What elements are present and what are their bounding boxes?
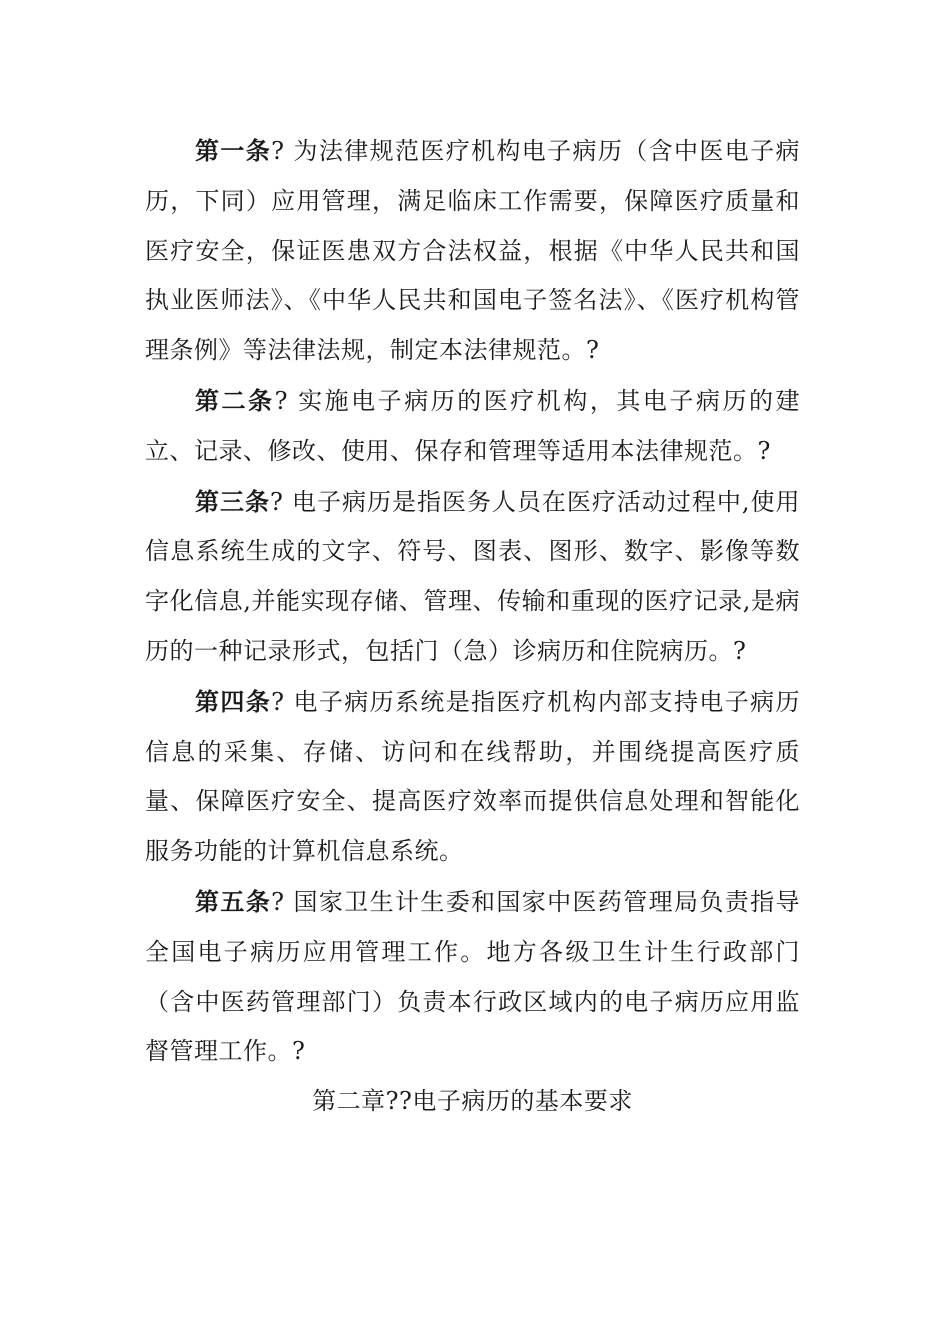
article-4-text: ? 电子病历系统是指医疗机构内部支持电子病历信息的采集、存储、访问和在线帮助，并围绕提高医疗质量、保障医疗安全、提高医疗效率而提供信息处理和智能化服务功能的计算机信息系统。 [145, 687, 800, 866]
document-body [145, 126, 800, 1127]
article-1-label: 第一条 [195, 136, 272, 165]
article-4-label: 第四条 [195, 686, 272, 716]
article-3-text: ? 电子病历是指医务人员在医疗活动过程中,使用信息系统生成的文字、符号、图表、图形、数字、影像等数字化信息,并能实现存储、管理、传输和重现的医疗记录,是病历的一种记录形式，包括门（急）诊病历和住院病历。? [145, 487, 800, 665]
article-1 [145, 126, 800, 376]
article-5-text: ? 国家卫生计生委和国家中医药管理局负责指导全国电子病历应用管理工作。地方各级卫生计生行政部门（含中医药管理部门）负责本行政区域内的电子病历应用监督管理工作。? [145, 887, 800, 1066]
article-3 [145, 477, 800, 677]
chapter-heading: 第二章??电子病历的基本要求 [312, 1087, 633, 1116]
article-5-label: 第五条 [195, 886, 272, 916]
article-2-label: 第二条 [195, 385, 275, 415]
article-2-text: ? 实施电子病历的医疗机构，其电子病历的建立、记录、修改、使用、保存和管理等适用本法律规范。? [145, 386, 801, 465]
article-1-text: ? 为法律规范医疗机构电子病历（含中医电子病历，下同）应用管理，满足临床工作需要，保障医疗质量和医疗安全，保证医患双方合法权益，根据《中华人民共和国执业医师法》、《中华人民共和国电子签名法》、《医疗机构管理条例》等法律法规，制定本法律规范。? [145, 137, 800, 365]
article-4 [145, 677, 800, 877]
article-5 [145, 877, 800, 1077]
article-2 [145, 376, 800, 477]
article-3-label: 第三条 [195, 486, 270, 516]
